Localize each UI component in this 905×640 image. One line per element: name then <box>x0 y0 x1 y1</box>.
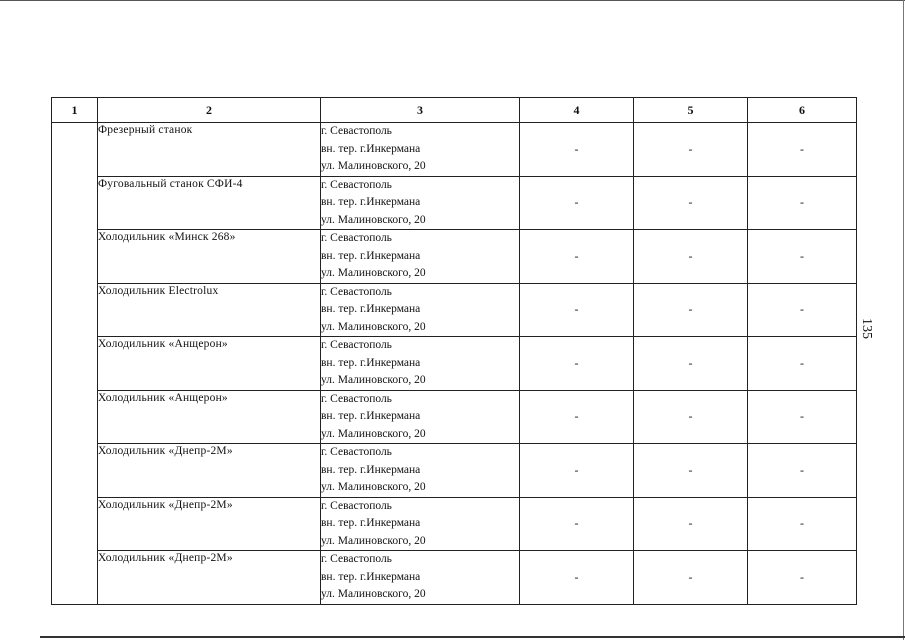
address-cell <box>321 176 520 230</box>
address-line: вн. тер. г.Инкермана <box>321 196 421 208</box>
address-cell <box>321 390 520 444</box>
address-line: ул. Малиновского, 20 <box>321 160 426 172</box>
item-name-cell: Холодильник Electrolux <box>98 283 321 337</box>
address-line: г. Севастополь <box>321 499 392 512</box>
address-line: вн. тер. г.Инкермана <box>321 356 421 369</box>
column-6-cell: - <box>748 497 857 551</box>
address-line: г. Севастополь <box>321 232 392 244</box>
address-line: вн. тер. г.Инкермана <box>321 249 421 262</box>
column-header-2: 2 <box>98 98 321 123</box>
column-5-cell: - <box>634 230 748 284</box>
address-line: вн. тер. г.Инкермана <box>321 410 421 422</box>
address-line: вн. тер. г.Инкермана <box>321 142 421 155</box>
address-line: ул. Малиновского, 20 <box>321 588 426 600</box>
table-body <box>52 123 857 605</box>
page-right-border <box>903 0 904 640</box>
number-column-cell <box>52 123 98 605</box>
column-5-cell: - <box>634 390 748 444</box>
column-5-cell: - <box>634 123 748 177</box>
address-line: г. Севастополь <box>321 553 392 565</box>
column-6-cell: - <box>748 123 857 177</box>
table-row <box>52 283 857 337</box>
table-row <box>52 337 857 391</box>
address-line: вн. тер. г.Инкермана <box>321 570 421 583</box>
table-row <box>52 444 857 498</box>
table-row <box>52 390 857 444</box>
column-4-cell: - <box>520 497 634 551</box>
column-5-cell: - <box>634 497 748 551</box>
column-6-cell: - <box>748 176 857 230</box>
address-line: ул. Малиновского, 20 <box>321 213 426 226</box>
column-header-4: 4 <box>520 98 634 123</box>
column-6-cell: - <box>748 551 857 605</box>
address-line: ул. Малиновского, 20 <box>321 267 426 279</box>
address-line: г. Севастополь <box>321 339 392 351</box>
page-top-border <box>0 0 905 1</box>
address-line: ул. Малиновского, 20 <box>321 320 426 333</box>
column-6-cell: - <box>748 230 857 284</box>
column-5-cell: - <box>634 444 748 498</box>
column-4-cell: - <box>520 390 634 444</box>
page-number: 135 <box>859 318 874 339</box>
item-name-cell: Холодильник «Анщерон» <box>98 337 321 391</box>
address-line: ул. Малиновского, 20 <box>321 481 426 493</box>
column-5-cell: - <box>634 551 748 605</box>
table-row <box>52 497 857 551</box>
item-name-cell: Фуговальный станок СФИ-4 <box>98 176 321 230</box>
column-4-cell: - <box>520 123 634 177</box>
address-line: ул. Малиновского, 20 <box>321 374 426 386</box>
column-5-cell: - <box>634 283 748 337</box>
address-cell <box>321 230 520 284</box>
address-cell <box>321 283 520 337</box>
item-name-cell: Фрезерный станок <box>98 123 321 177</box>
header-row <box>52 98 857 123</box>
address-line: г. Севастополь <box>321 125 392 137</box>
column-header-5: 5 <box>634 98 748 123</box>
address-line: г. Севастополь <box>321 392 392 405</box>
page-bottom-border <box>40 636 905 638</box>
column-header-6: 6 <box>748 98 857 123</box>
table-row <box>52 551 857 605</box>
column-4-cell: - <box>520 176 634 230</box>
column-5-cell: - <box>634 176 748 230</box>
column-6-cell: - <box>748 444 857 498</box>
item-name-cell: Холодильник «Днепр-2М» <box>98 551 321 605</box>
address-cell <box>321 444 520 498</box>
column-6-cell: - <box>748 283 857 337</box>
column-5-cell: - <box>634 337 748 391</box>
address-line: г. Севастополь <box>321 446 392 458</box>
address-cell <box>321 551 520 605</box>
table-row <box>52 176 857 230</box>
table-row <box>52 230 857 284</box>
address-cell <box>321 123 520 177</box>
item-name-cell: Холодильник «Анщерон» <box>98 390 321 444</box>
address-cell <box>321 337 520 391</box>
property-table <box>51 97 857 605</box>
column-4-cell: - <box>520 337 634 391</box>
column-header-3: 3 <box>321 98 520 123</box>
column-header-1: 1 <box>52 98 98 123</box>
column-4-cell: - <box>520 551 634 605</box>
address-line: г. Севастополь <box>321 285 392 298</box>
address-line: ул. Малиновского, 20 <box>321 534 426 547</box>
item-name-cell: Холодильник «Днепр-2М» <box>98 497 321 551</box>
column-6-cell: - <box>748 390 857 444</box>
table-row <box>52 123 857 177</box>
column-4-cell: - <box>520 444 634 498</box>
address-line: ул. Малиновского, 20 <box>321 427 426 440</box>
address-cell <box>321 497 520 551</box>
address-line: вн. тер. г.Инкермана <box>321 463 421 476</box>
column-4-cell: - <box>520 230 634 284</box>
address-line: вн. тер. г.Инкермана <box>321 517 421 529</box>
item-name-cell: Холодильник «Минск 268» <box>98 230 321 284</box>
column-6-cell: - <box>748 337 857 391</box>
address-line: вн. тер. г.Инкермана <box>321 303 421 315</box>
column-4-cell: - <box>520 283 634 337</box>
item-name-cell: Холодильник «Днепр-2М» <box>98 444 321 498</box>
address-line: г. Севастополь <box>321 178 392 191</box>
